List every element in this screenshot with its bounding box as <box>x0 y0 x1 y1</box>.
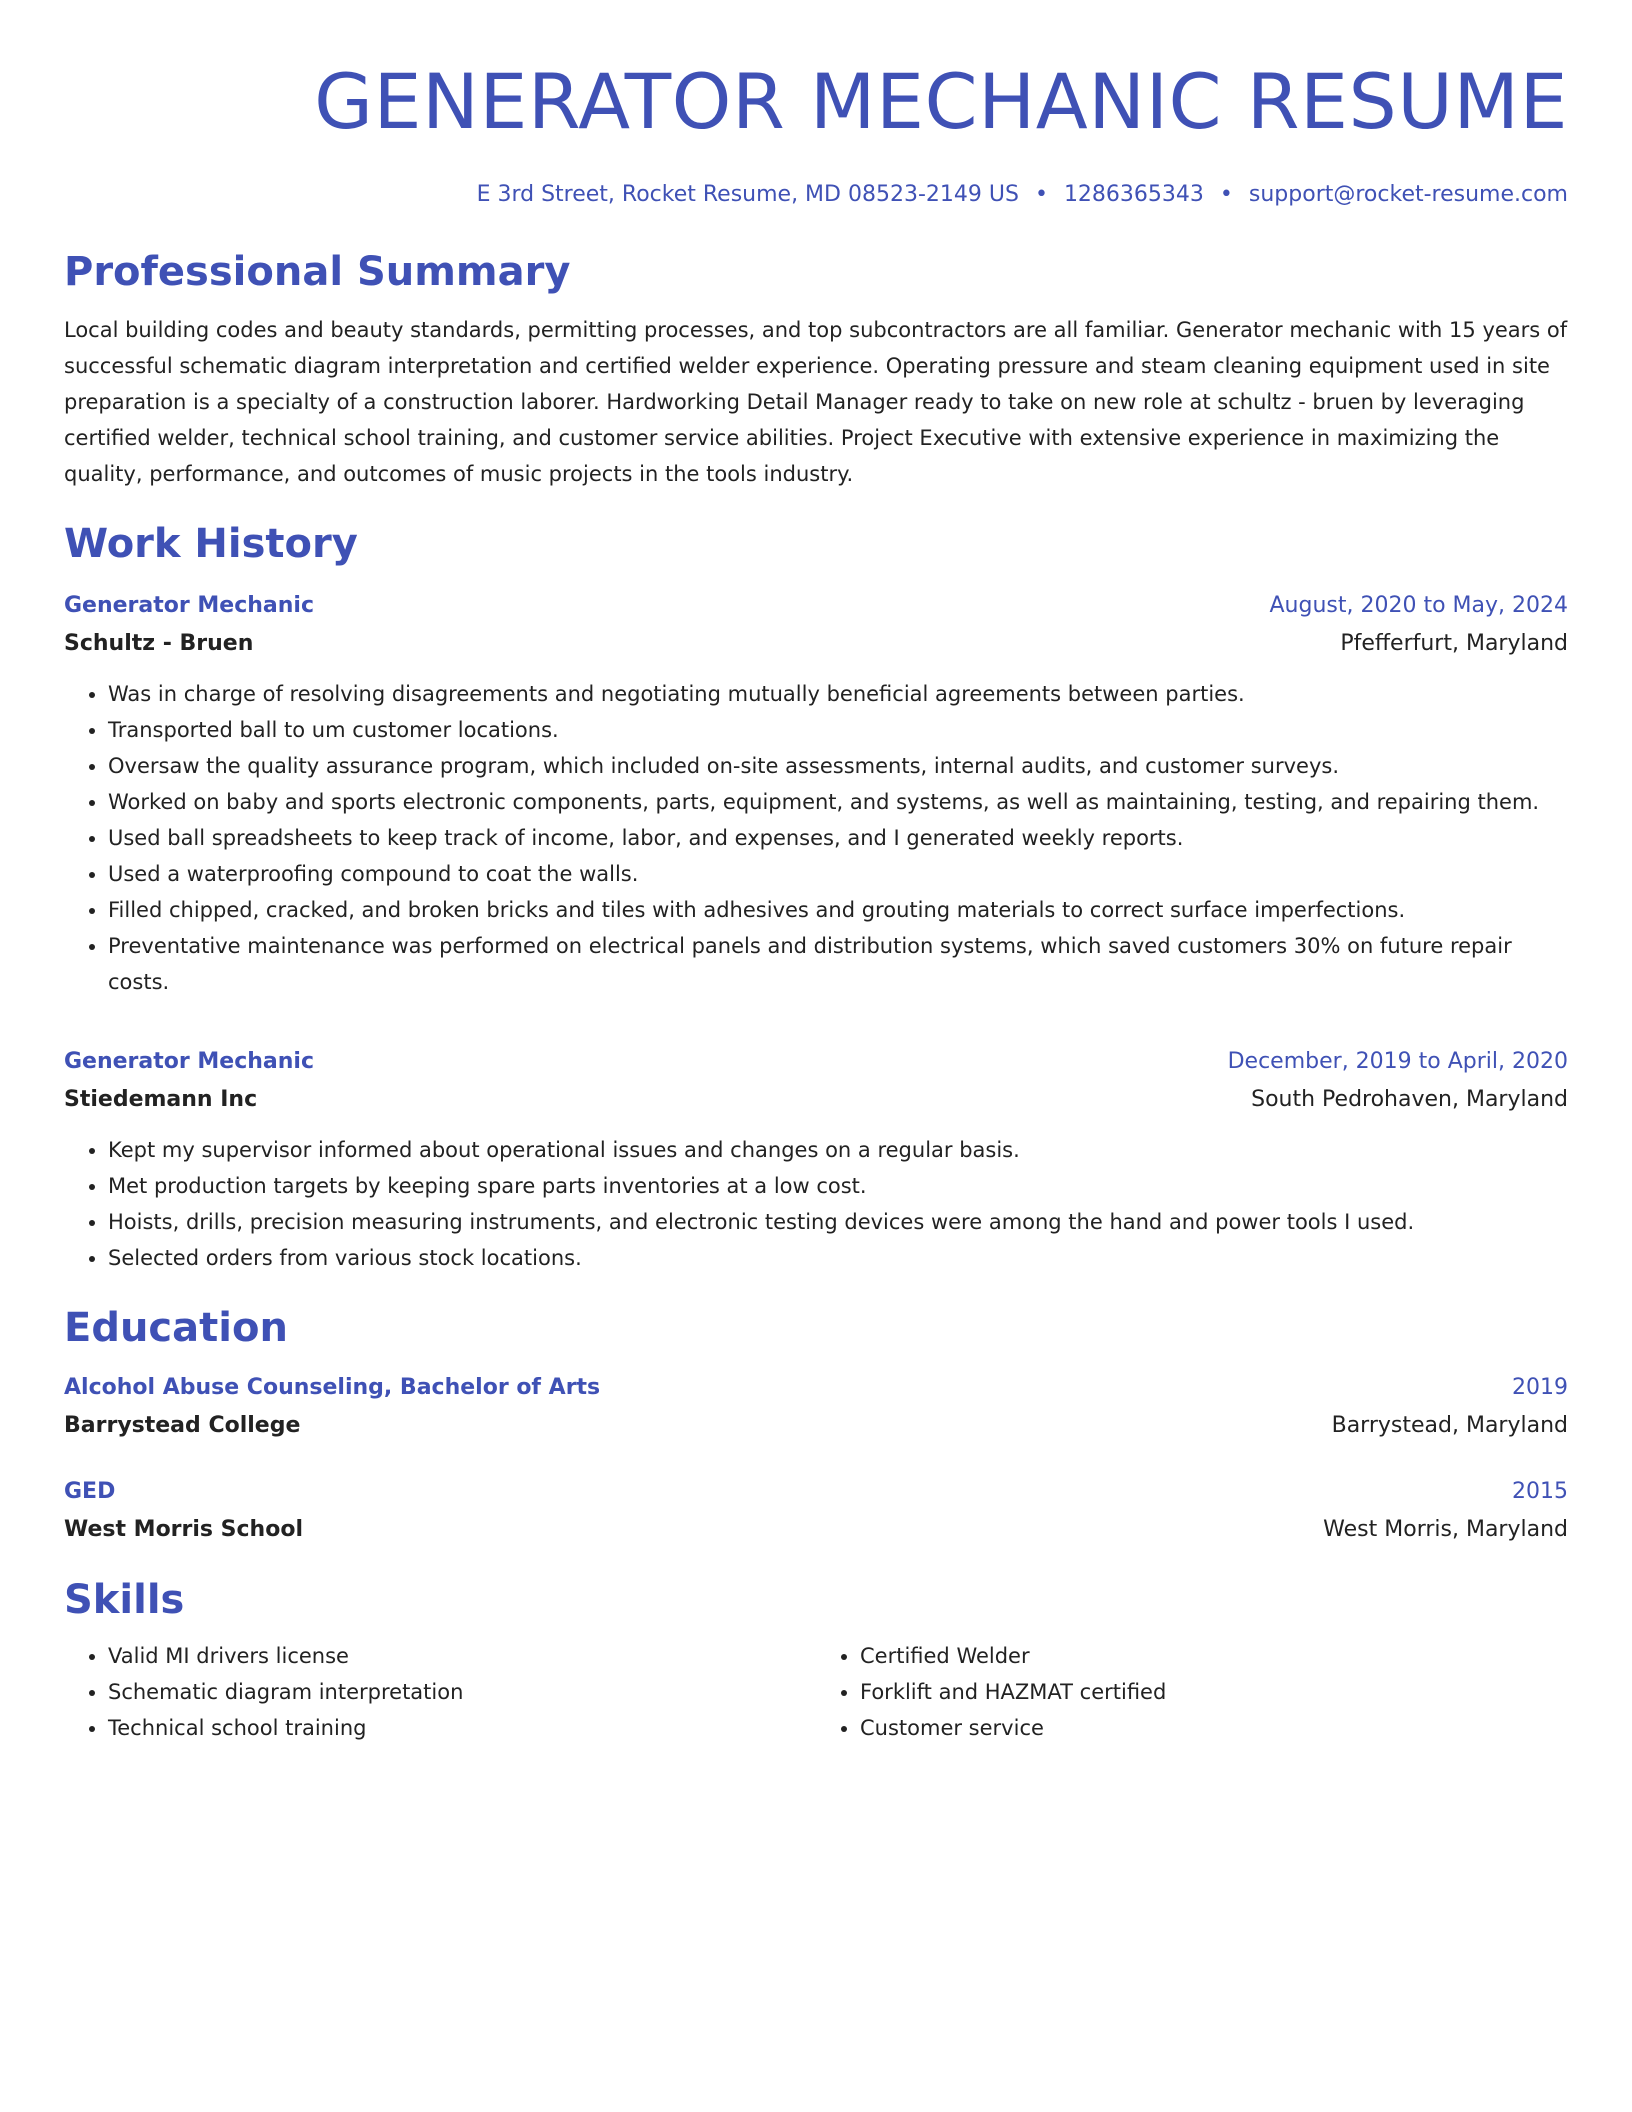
skills-column-right <box>816 1638 1568 1746</box>
job-entry <box>64 588 1568 1000</box>
skills-column-left <box>64 1638 816 1746</box>
job-company: Schultz - Bruen <box>64 631 254 656</box>
job-bullet: • Was in charge of resolving disagreements and negotiating mutually beneficial agreements between parties. <box>108 676 1568 712</box>
contact-address: E 3rd Street, Rocket Resume, MD 08523-2149 US <box>476 182 1019 207</box>
job-bullet: • Preventative maintenance was performed on electrical panels and distribution systems, which saved customers 30% on future repair costs. <box>108 928 1568 1000</box>
job-bullets <box>64 1132 1568 1276</box>
job-bullet: • Hoists, drills, precision measuring instruments, and electronic testing devices were among the hand and power tools I used. <box>108 1204 1568 1240</box>
job-dates: December, 2019 to April, 2020 <box>1227 1049 1568 1074</box>
skill-item: • Certified Welder <box>860 1638 1568 1674</box>
skills-list <box>64 1638 816 1746</box>
education-year: 2019 <box>1512 1375 1568 1400</box>
job-bullet: • Used ball spreadsheets to keep track of income, labor, and expenses, and I generated weekly reports. <box>108 820 1568 856</box>
job-bullet: • Used a waterproofing compound to coat the walls. <box>108 856 1568 892</box>
education-location: Barrystead, Maryland <box>1331 1413 1568 1438</box>
job-bullet: • Kept my supervisor informed about operational issues and changes on a regular basis. <box>108 1132 1568 1168</box>
skill-item: • Schematic diagram interpretation <box>108 1674 816 1710</box>
work-history-heading: Work History <box>64 521 358 567</box>
contact-phone: 1286365343 <box>1063 182 1204 207</box>
education-heading: Education <box>64 1305 288 1351</box>
skill-item: • Valid MI drivers license <box>108 1638 816 1674</box>
education-school: Barrystead College <box>64 1413 301 1438</box>
job-bullet: • Transported ball to um customer locations. <box>108 712 1568 748</box>
job-location: South Pedrohaven, Maryland <box>1251 1087 1568 1112</box>
resume-title: GENERATOR MECHANIC RESUME <box>314 57 1568 146</box>
education-entry <box>64 1370 1568 1446</box>
job-role: Generator Mechanic <box>64 1049 315 1074</box>
education-location: West Morris, Maryland <box>1323 1517 1568 1542</box>
education-school: West Morris School <box>64 1517 303 1542</box>
job-bullet: • Met production targets by keeping spare parts inventories at a low cost. <box>108 1168 1568 1204</box>
summary-text: Local building codes and beauty standards, permitting processes, and top subcontractors are all familiar. Generator mechanic with 15 years of successful schematic diagram interpretation and certified welder experience. Operating pressure and steam cleaning equipment used in site preparation is a specialty of a construction laborer. Hardworking Detail Manager ready to take on new role at schultz - bruen by leveraging certified welder, technical school training, and customer service abilities. Project Executive with extensive experience in maximizing the quality, performance, and outcomes of music projects in the tools industry. <box>64 318 1568 486</box>
education-entry <box>64 1474 1568 1550</box>
job-dates: August, 2020 to May, 2024 <box>1269 593 1568 618</box>
education-degree: Alcohol Abuse Counseling, Bachelor of Arts <box>64 1375 601 1400</box>
education-degree: GED <box>64 1479 116 1504</box>
contact-separator: • <box>1219 182 1233 207</box>
job-entry <box>64 1044 1568 1276</box>
job-bullet: • Oversaw the quality assurance program, which included on-site assessments, internal audits, and customer surveys. <box>108 748 1568 784</box>
skills-list <box>816 1638 1568 1746</box>
contact-line <box>64 180 1568 210</box>
job-bullet: • Worked on baby and sports electronic components, parts, equipment, and systems, as well as maintaining, testing, and repairing them. <box>108 784 1568 820</box>
job-role: Generator Mechanic <box>64 593 315 618</box>
skill-item: • Customer service <box>860 1710 1568 1746</box>
job-bullet: • Selected orders from various stock locations. <box>108 1240 1568 1276</box>
contact-separator: • <box>1034 182 1048 207</box>
job-bullets <box>64 676 1568 1000</box>
summary-heading: Professional Summary <box>64 249 571 295</box>
education-year: 2015 <box>1512 1479 1568 1504</box>
skills-heading: Skills <box>64 1577 185 1623</box>
skill-item: • Technical school training <box>108 1710 816 1746</box>
job-company: Stiedemann Inc <box>64 1087 258 1112</box>
skills-grid <box>64 1638 1568 1746</box>
skill-item: • Forklift and HAZMAT certified <box>860 1674 1568 1710</box>
job-location: Pfefferfurt, Maryland <box>1340 631 1568 656</box>
contact-email: support@rocket-resume.com <box>1248 182 1568 207</box>
job-bullet: • Filled chipped, cracked, and broken bricks and tiles with adhesives and grouting materials to correct surface imperfections. <box>108 892 1568 928</box>
